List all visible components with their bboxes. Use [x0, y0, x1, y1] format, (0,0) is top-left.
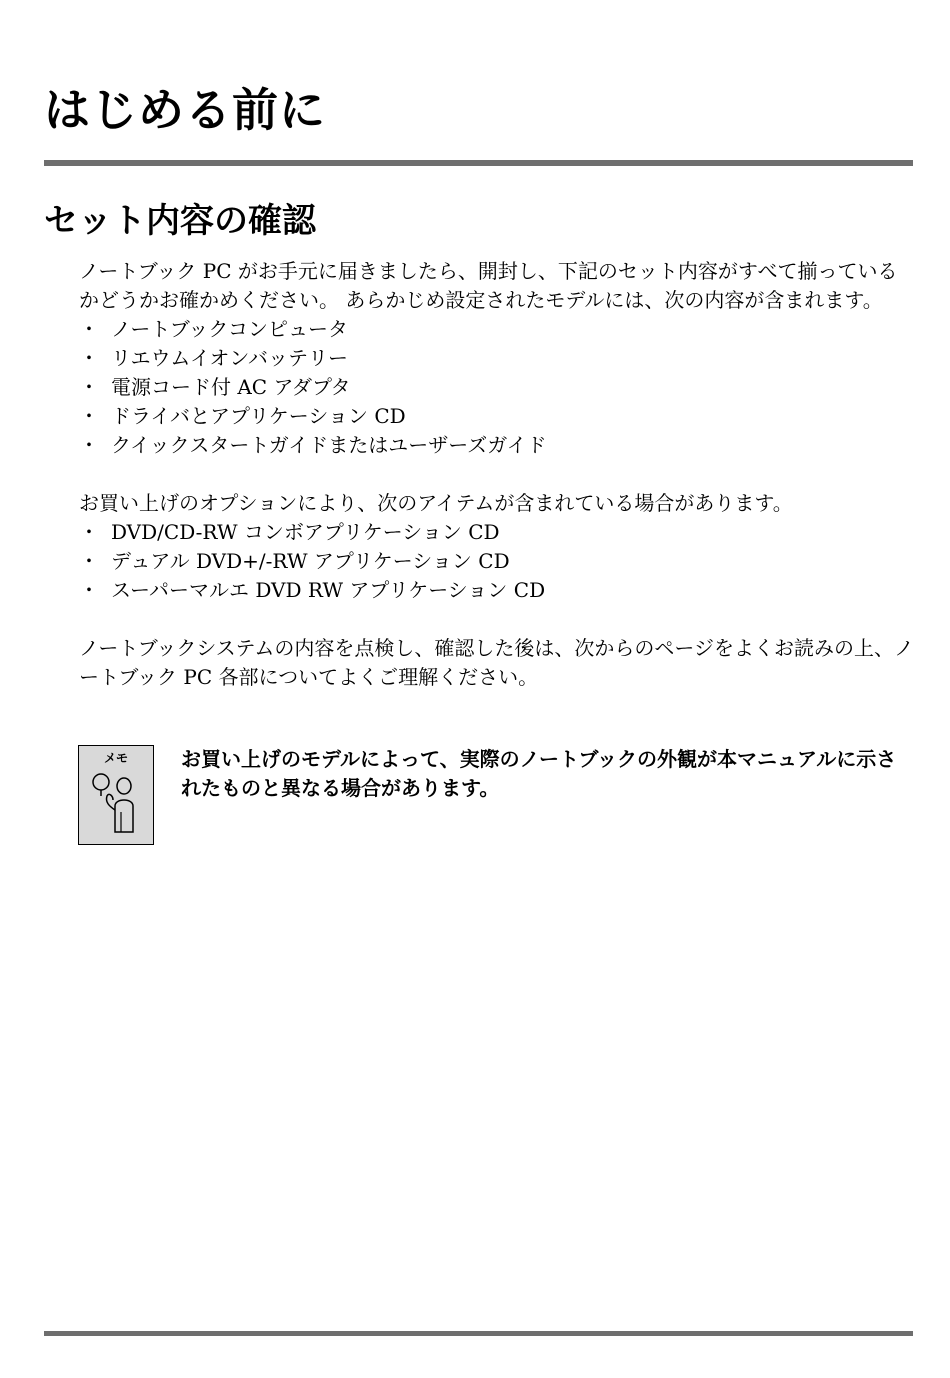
list-item — [79, 344, 915, 373]
list-item-label: ノートブックコンピュータ — [111, 317, 348, 341]
page-title: はじめる前に — [44, 83, 326, 137]
bullet-icon: ・ — [79, 549, 99, 573]
list-item — [79, 402, 915, 431]
bullet-icon: ・ — [79, 578, 99, 602]
footer-divider — [44, 1331, 913, 1336]
title-divider — [44, 160, 913, 166]
memo-person-thinking-icon — [91, 770, 141, 840]
memo-text: お買い上げのモデルによって、実際のノートブックの外観が本マニュアルに示されたものと異なる場合があります。 — [181, 747, 897, 800]
memo-badge — [78, 745, 154, 845]
optional-intro-paragraph: お買い上げのオプションにより、次のアイテムが含まれている場合があります。 — [79, 491, 793, 515]
list-item — [79, 576, 915, 605]
list-item — [79, 518, 915, 547]
list-item — [79, 431, 915, 460]
bullet-icon: ・ — [79, 433, 99, 457]
section-title: セット内容の確認 — [44, 201, 316, 241]
spacer — [79, 605, 915, 634]
memo-label: メモ — [103, 751, 128, 765]
bullet-icon: ・ — [79, 520, 99, 544]
list-item — [79, 373, 915, 402]
memo-note — [78, 745, 915, 847]
included-items-list — [79, 315, 915, 460]
bullet-icon: ・ — [79, 375, 99, 399]
optional-items-list — [79, 518, 915, 605]
list-item-label: クイックスタートガイドまたはユーザーズガイド — [111, 433, 547, 457]
bullet-icon: ・ — [79, 346, 99, 370]
bullet-icon: ・ — [79, 404, 99, 428]
list-item-label: スーパーマルエ DVD RW アプリケーション CD — [111, 578, 546, 602]
list-item-label: デュアル DVD+/-RW アプリケーション CD — [111, 549, 510, 573]
section-body — [79, 257, 915, 692]
closing-paragraph: ノートブックシステムの内容を点検し、確認した後は、次からのページをよくお読みの上、ノートブック PC 各部についてよくご理解ください。 — [79, 636, 914, 689]
spacer — [79, 460, 915, 489]
list-item-label: 電源コード付 AC アダプタ — [111, 375, 351, 399]
bullet-icon: ・ — [79, 317, 99, 341]
list-item — [79, 315, 915, 344]
list-item — [79, 547, 915, 576]
list-item-label: DVD/CD-RW コンボアプリケーション CD — [111, 520, 500, 544]
list-item-label: ドライバとアプリケーション CD — [111, 404, 406, 428]
intro-paragraph: ノートブック PC がお手元に届きましたら、開封し、下記のセット内容がすべて揃っているかどうかお確かめください。 あらかじめ設定されたモデルには、次の内容が含まれます。 — [79, 259, 898, 312]
list-item-label: リエウムイオンバッテリー — [111, 346, 348, 370]
